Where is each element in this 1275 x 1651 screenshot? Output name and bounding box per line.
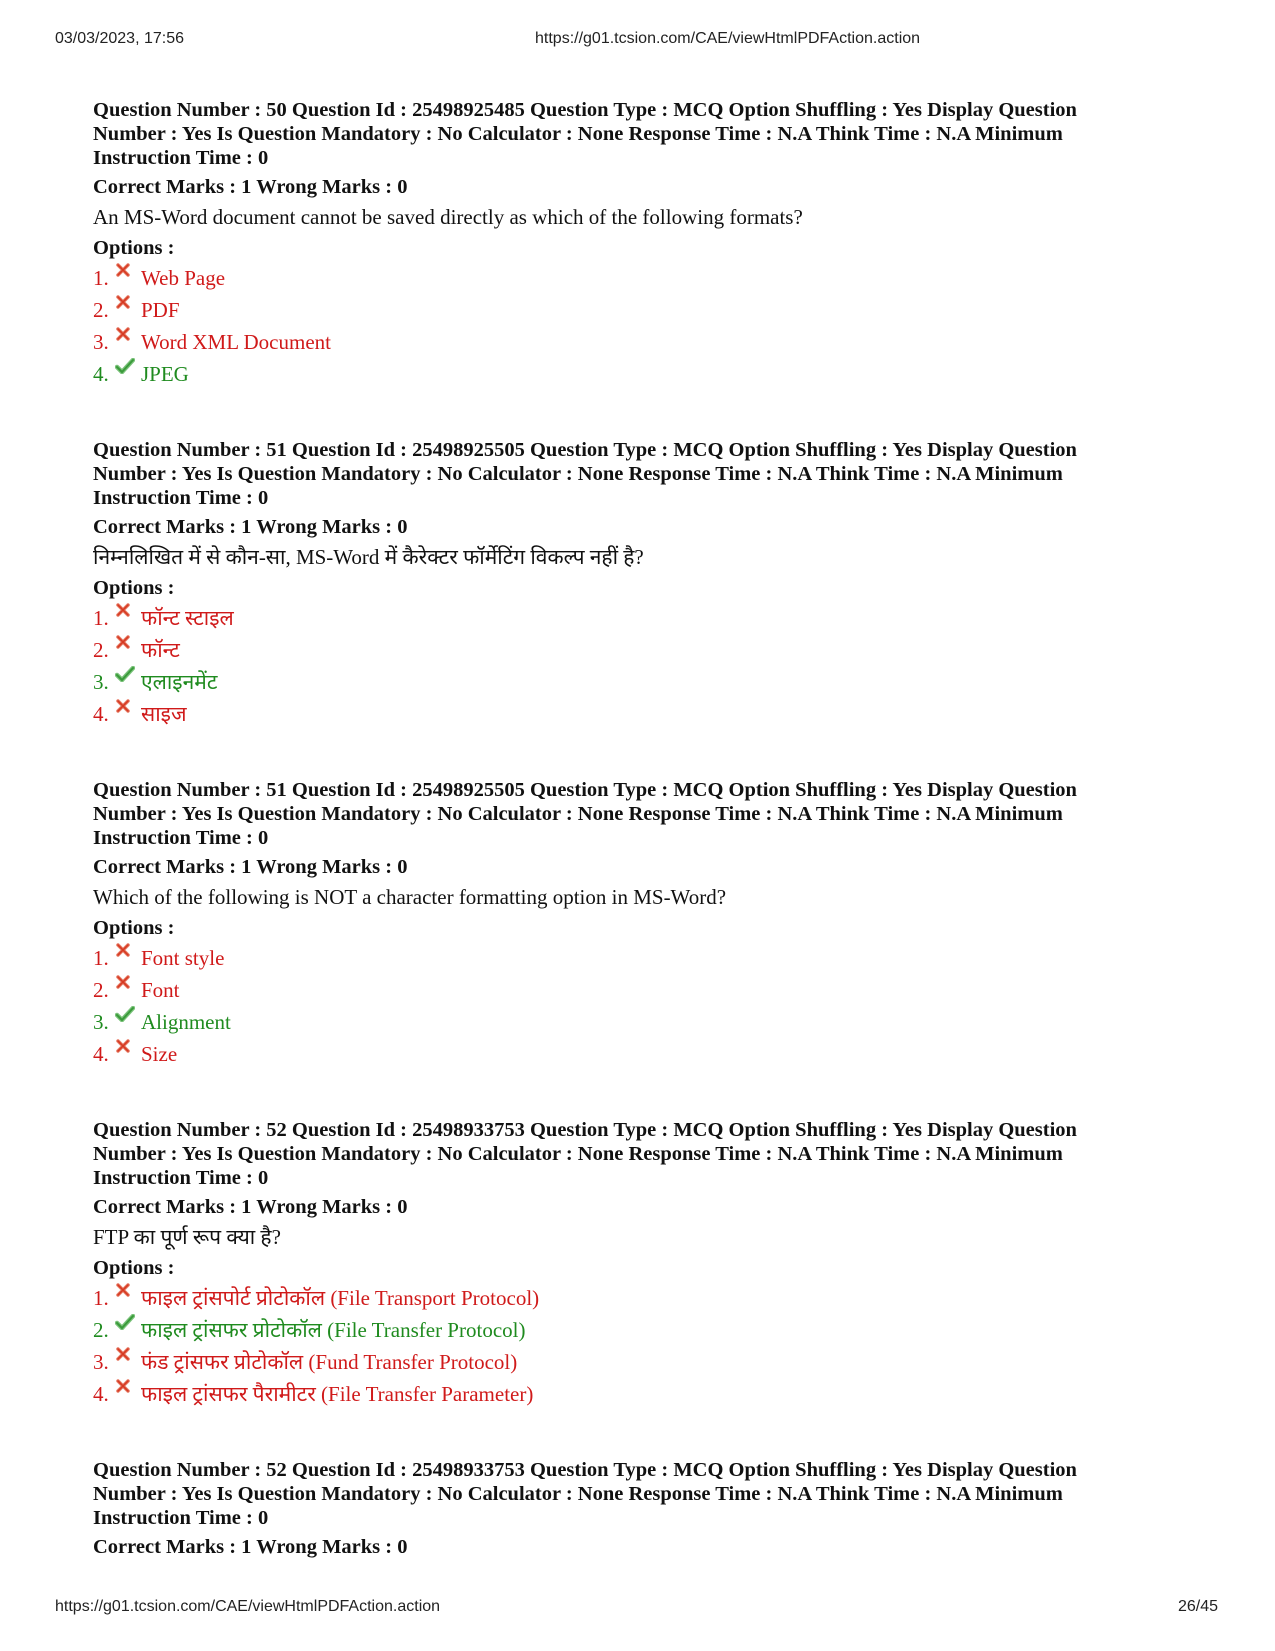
option-text: Word XML Document	[141, 330, 331, 354]
option-text: एलाइनमेंट	[141, 670, 218, 694]
cross-icon	[115, 974, 141, 990]
option-item	[93, 1286, 1193, 1318]
option-number: 4.	[93, 362, 109, 386]
option-item	[93, 1382, 1193, 1414]
page-number: 26/45	[1177, 1598, 1218, 1615]
check-icon	[115, 1006, 141, 1022]
option-number: 4.	[93, 1042, 109, 1066]
option-item	[93, 606, 1193, 638]
question-marks: Correct Marks : 1 Wrong Marks : 0	[93, 516, 408, 538]
option-item	[93, 1318, 1193, 1350]
option-text: PDF	[141, 298, 180, 322]
option-text: फॉन्ट	[141, 638, 180, 662]
option-item	[93, 978, 1193, 1010]
option-number: 1.	[93, 946, 109, 970]
cross-icon	[115, 1282, 141, 1298]
question-marks: Correct Marks : 1 Wrong Marks : 0	[93, 176, 408, 198]
header-datetime: 03/03/2023, 17:56	[55, 30, 185, 47]
option-text: Font	[141, 978, 180, 1002]
option-number: 4.	[93, 1382, 109, 1406]
question-meta: Question Number : 51 Question Id : 25498925505 Question Type : MCQ Option Shuffling : Yes Display Question Number : Yes Is Question Mandatory : No Calculator : None Response Time : N.A Think Time : N.A Minimum Instruction Time : 0	[93, 439, 1077, 509]
option-item	[93, 330, 1193, 362]
option-number: 1.	[93, 606, 109, 630]
question-block	[93, 1118, 1193, 1414]
question-block	[93, 1458, 1193, 1559]
options-label: Options :	[93, 237, 175, 259]
option-number: 2.	[93, 638, 109, 662]
question-meta: Question Number : 50 Question Id : 25498925485 Question Type : MCQ Option Shuffling : Yes Display Question Number : Yes Is Question Mandatory : No Calculator : None Response Time : N.A Think Time : N.A Minimum Instruction Time : 0	[93, 99, 1077, 169]
option-text: Font style	[141, 946, 225, 970]
option-list	[93, 1286, 1193, 1414]
option-text: फाइल ट्रांसपोर्ट प्रोटोकॉल (File Transport Protocol)	[141, 1286, 540, 1310]
question-list	[93, 98, 1193, 1603]
option-text: Size	[141, 1042, 178, 1066]
cross-icon	[115, 698, 141, 714]
option-number: 2.	[93, 978, 109, 1002]
option-number: 3.	[93, 670, 109, 694]
option-text: साइज	[141, 702, 187, 726]
cross-icon	[115, 326, 141, 342]
option-list	[93, 606, 1193, 734]
question-text: Which of the following is NOT a character formatting option in MS-Word?	[93, 885, 727, 909]
footer-url: https://g01.tcsion.com/CAE/viewHtmlPDFAction.action	[55, 1598, 441, 1615]
option-list	[93, 946, 1193, 1074]
options-label: Options :	[93, 577, 175, 599]
question-marks: Correct Marks : 1 Wrong Marks : 0	[93, 856, 408, 878]
option-number: 2.	[93, 1318, 109, 1342]
cross-icon	[115, 1378, 141, 1394]
option-number: 3.	[93, 1350, 109, 1374]
option-text: Web Page	[141, 266, 226, 290]
cross-icon	[115, 634, 141, 650]
options-label: Options :	[93, 917, 175, 939]
question-meta: Question Number : 52 Question Id : 25498933753 Question Type : MCQ Option Shuffling : Yes Display Question Number : Yes Is Question Mandatory : No Calculator : None Response Time : N.A Think Time : N.A Minimum Instruction Time : 0	[93, 1459, 1077, 1529]
check-icon	[115, 1314, 141, 1330]
option-text: फाइल ट्रांसफर प्रोटोकॉल (File Transfer Protocol)	[141, 1318, 526, 1342]
question-meta: Question Number : 52 Question Id : 25498933753 Question Type : MCQ Option Shuffling : Yes Display Question Number : Yes Is Question Mandatory : No Calculator : None Response Time : N.A Think Time : N.A Minimum Instruction Time : 0	[93, 1119, 1077, 1189]
question-marks: Correct Marks : 1 Wrong Marks : 0	[93, 1536, 408, 1558]
option-item	[93, 702, 1193, 734]
check-icon	[115, 666, 141, 682]
option-item	[93, 1010, 1193, 1042]
question-meta: Question Number : 51 Question Id : 25498925505 Question Type : MCQ Option Shuffling : Yes Display Question Number : Yes Is Question Mandatory : No Calculator : None Response Time : N.A Think Time : N.A Minimum Instruction Time : 0	[93, 779, 1077, 849]
cross-icon	[115, 942, 141, 958]
option-item	[93, 670, 1193, 702]
check-icon	[115, 358, 141, 374]
option-item	[93, 638, 1193, 670]
option-item	[93, 1350, 1193, 1382]
question-block	[93, 98, 1193, 394]
option-item	[93, 266, 1193, 298]
option-text: Alignment	[141, 1010, 231, 1034]
option-item	[93, 946, 1193, 978]
option-item	[93, 298, 1193, 330]
option-item	[93, 1042, 1193, 1074]
cross-icon	[115, 1346, 141, 1362]
question-text: निम्नलिखित में से कौन-सा, MS-Word में कैरेक्टर फॉर्मेटिंग विकल्प नहीं है?	[93, 545, 644, 569]
option-number: 3.	[93, 1010, 109, 1034]
header-url: https://g01.tcsion.com/CAE/viewHtmlPDFAction.action	[535, 30, 921, 47]
option-text: फॉन्ट स्टाइल	[141, 606, 234, 630]
option-number: 4.	[93, 702, 109, 726]
option-list	[93, 266, 1193, 394]
cross-icon	[115, 602, 141, 618]
cross-icon	[115, 294, 141, 310]
cross-icon	[115, 262, 141, 278]
option-number: 1.	[93, 266, 109, 290]
option-text: फंड ट्रांसफर प्रोटोकॉल (Fund Transfer Protocol)	[141, 1350, 518, 1374]
option-text: JPEG	[141, 362, 189, 386]
option-number: 2.	[93, 298, 109, 322]
option-number: 1.	[93, 1286, 109, 1310]
option-text: फाइल ट्रांसफर पैरामीटर (File Transfer Parameter)	[141, 1382, 534, 1406]
question-text: FTP का पूर्ण रूप क्या है?	[93, 1225, 281, 1249]
option-item	[93, 362, 1193, 394]
option-number: 3.	[93, 330, 109, 354]
question-marks: Correct Marks : 1 Wrong Marks : 0	[93, 1196, 408, 1218]
options-label: Options :	[93, 1257, 175, 1279]
question-text: An MS-Word document cannot be saved directly as which of the following formats?	[93, 205, 803, 229]
cross-icon	[115, 1038, 141, 1054]
question-block	[93, 778, 1193, 1074]
question-block	[93, 438, 1193, 734]
